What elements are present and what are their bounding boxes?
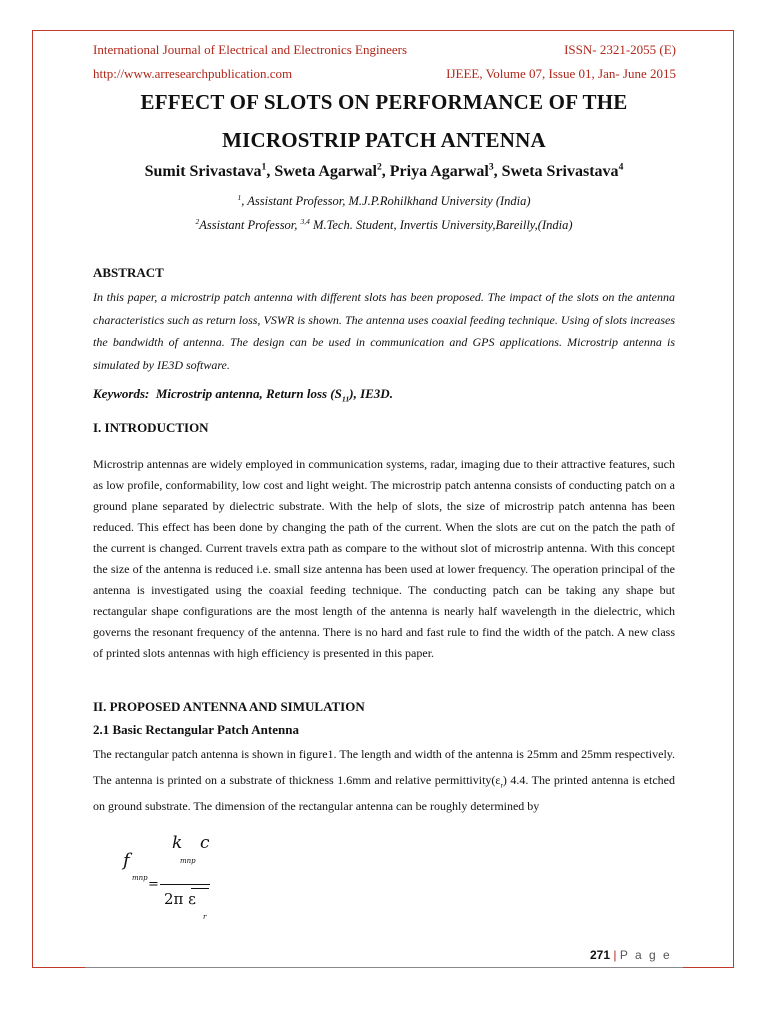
affiliation-text: , Assistant Professor, M.J.P.Rohilkhand University (India) — [241, 194, 531, 208]
affiliation-sup: 2 — [195, 216, 200, 226]
abstract-text: In this paper, a microstrip patch antenna with different slots has been proposed. The impact of the slots on the antenna characteristics such as return loss, VSWR is shown. The antenna uses coaxial feeding technique. Using of slots increases the bandwidth of antenna. The design can be used in communication and GPS applications. Microstrip antenna is simulated by IE3D software. — [93, 290, 675, 372]
page-footer — [590, 948, 672, 962]
affiliation-2 — [60, 218, 708, 233]
fraction-bar — [160, 884, 210, 885]
journal-url[interactable]: http://www.arresearchpublication.com — [93, 66, 293, 81]
author-name: Sweta Agarwal — [274, 163, 377, 180]
section2-text-a: The rectangular patch antenna is shown in figure1. The length and width of the antenna is 25mm and 25mm respectively. The antenna is printed on a substrate of thickness 1.6mm and relative permittivity(ε — [93, 747, 675, 787]
affiliation-text: M.Tech. Student, Invertis University,Bareilly,(India) — [309, 218, 573, 232]
author-list — [60, 163, 708, 181]
running-header-top — [93, 42, 676, 58]
keywords-text-end: ), IE3D. — [349, 386, 393, 401]
formula-c: c — [200, 833, 210, 853]
formula-equals: = — [148, 877, 159, 892]
author-sup: 3 — [488, 161, 494, 173]
section2-text — [93, 741, 675, 819]
journal-name: International Journal of Electrical and Electronics Engineers — [93, 42, 408, 57]
formula-k: k — [172, 833, 183, 853]
author-separator: , — [266, 163, 275, 180]
formula-den-sub: r — [203, 913, 207, 921]
keywords — [93, 386, 393, 402]
formula-f-sub: mnp — [132, 874, 148, 882]
keywords-text: Microstrip antenna, Return loss (S — [155, 386, 342, 401]
affiliation-text: Assistant Professor, — [199, 218, 301, 232]
author-sup: 2 — [376, 161, 382, 173]
section2-sub: r — [500, 781, 503, 790]
author-separator: , — [493, 163, 502, 180]
author-name: Sumit Srivastava — [144, 163, 262, 180]
affiliation-sup: 3,4 — [300, 216, 310, 226]
formula-denominator: 2π ε — [164, 890, 196, 908]
paper-title-line1: EFFECT OF SLOTS ON PERFORMANCE OF THE — [140, 90, 628, 114]
issn: ISSN- 2321-2055 (E) — [564, 42, 676, 57]
section2-subheading: 2.1 Basic Rectangular Patch Antenna — [93, 722, 299, 737]
author-separator: , — [381, 163, 390, 180]
author-name: Priya Agarwal — [389, 163, 489, 180]
resonant-frequency-formula — [120, 830, 240, 921]
root-bar — [191, 888, 209, 889]
affiliation-sup: 1 — [237, 192, 242, 202]
running-header-bottom — [93, 66, 676, 82]
footer-rule — [85, 967, 683, 968]
keywords-sub: 11 — [341, 394, 350, 404]
section2-heading: II. PROPOSED ANTENNA AND SIMULATION — [93, 699, 365, 714]
author-sup: 1 — [261, 161, 267, 173]
paper-title-line2: MICROSTRIP PATCH ANTENNA — [222, 128, 546, 152]
page-label: P a g e — [619, 948, 672, 962]
volume-info: IJEEE, Volume 07, Issue 01, Jan- June 2015 — [446, 66, 676, 81]
affiliation-1 — [60, 194, 708, 209]
page-number: 271 — [590, 948, 611, 962]
author-name: Sweta Srivastava — [501, 163, 619, 180]
formula-f: f — [123, 850, 130, 871]
page-separator: | — [613, 948, 617, 962]
abstract-heading: ABSTRACT — [93, 265, 164, 280]
author-sup: 4 — [618, 161, 624, 173]
keywords-label: Keywords: — [93, 386, 150, 401]
formula-k-sub: mnp — [180, 857, 196, 865]
intro-heading: I. INTRODUCTION — [93, 420, 209, 435]
intro-text: Microstrip antennas are widely employed in communication systems, radar, imaging due to their attractive features, such as low profile, conformability, low cost and light weight. The microstrip patch antenna consists of conducting patch on a ground plane separated by dielectric substrate. With the help of slots, the size of microstrip patch antenna has been reduced. This effect has been done by changing the path of the current. When the slots are cut on the patch the path of the current is changed. Current travels extra path as compare to the without slot of microstrip antenna. With this concept the size of the antenna is reduced i.e. small size antenna has been used at lower frequency. The operation principal of the antenna is investigated using the coaxial feeding technique. The conducting patch can be taking any shape but rectangular shape configurations are the most length of the antenna is nearly half wavelength in the dielectric, which governs the resonant frequency of the antenna. There is no hard and fast rule to find the width of the patch. A new class of printed slots antennas with high efficiency is presented in this paper. — [93, 457, 675, 660]
section2-text-b: ) 4.4. The printed antenna is etched on ground substrate. The dimension of the rectangular antenna can be roughly determined by — [93, 773, 675, 813]
